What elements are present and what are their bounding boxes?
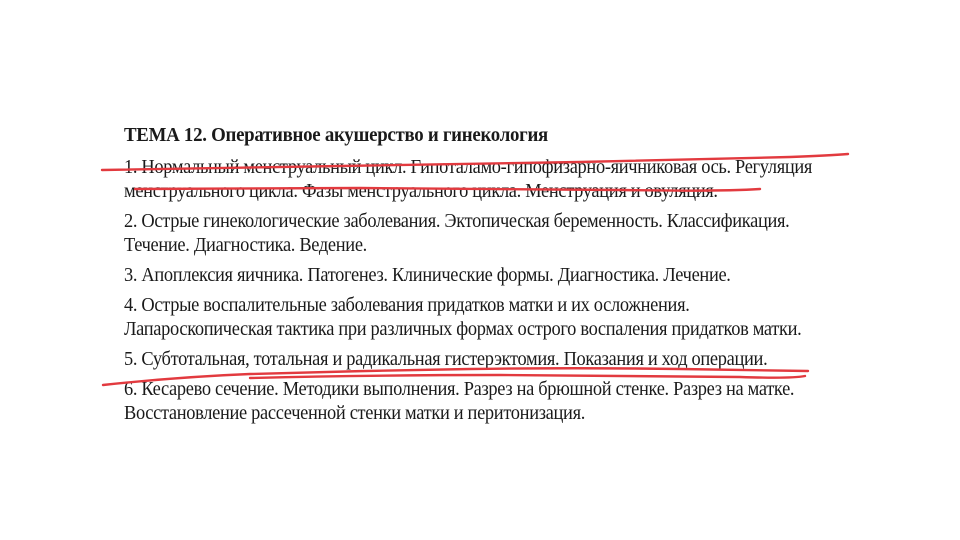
list-item-6-line-2: Восстановление рассеченной стенки матки и перитонизация. xyxy=(124,402,586,424)
list-item-5-line-1: 5. Субтотальная, тотальная и радикальная гистерэктомия. Показания и ход операции. xyxy=(124,348,768,370)
list-item-2-line-1: 2. Острые гинекологические заболевания. Эктопическая беременность. Классификация. xyxy=(124,210,790,232)
list-item-2 xyxy=(124,209,805,257)
list-item-6-line-1: 6. Кесарево сечение. Методики выполнения. Разрез на брюшной стенке. Разрез на матке. xyxy=(124,378,795,400)
list-item-1 xyxy=(124,155,813,203)
list-item-3 xyxy=(124,263,805,287)
list-item-6 xyxy=(124,377,805,425)
list-item-4-line-2: Лапароскопическая тактика при различных формах острого воспаления придатков матки. xyxy=(124,318,802,340)
list-item-4-line-1: 4. Острые воспалительные заболевания придатков матки и их осложнения. xyxy=(124,294,690,316)
list-item-1-line-2: менструального цикла. Фазы менструального цикла. Менструация и овуляция. xyxy=(124,180,718,202)
list-item-5 xyxy=(124,347,805,371)
list-item-4 xyxy=(124,293,805,341)
list-item-3-line-1: 3. Апоплексия яичника. Патогенез. Клинические формы. Диагностика. Лечение. xyxy=(124,264,731,286)
list-item-2-line-2: Течение. Диагностика. Ведение. xyxy=(124,234,367,256)
list-item-1-line-1: 1. Нормальный менструальный цикл. Гипоталамо-гипофизарно-яичниковая ось. Регуляция xyxy=(124,156,813,178)
document-body xyxy=(124,121,864,431)
document-title: ТЕМА 12. Оперативное акушерство и гинекология xyxy=(124,124,548,146)
